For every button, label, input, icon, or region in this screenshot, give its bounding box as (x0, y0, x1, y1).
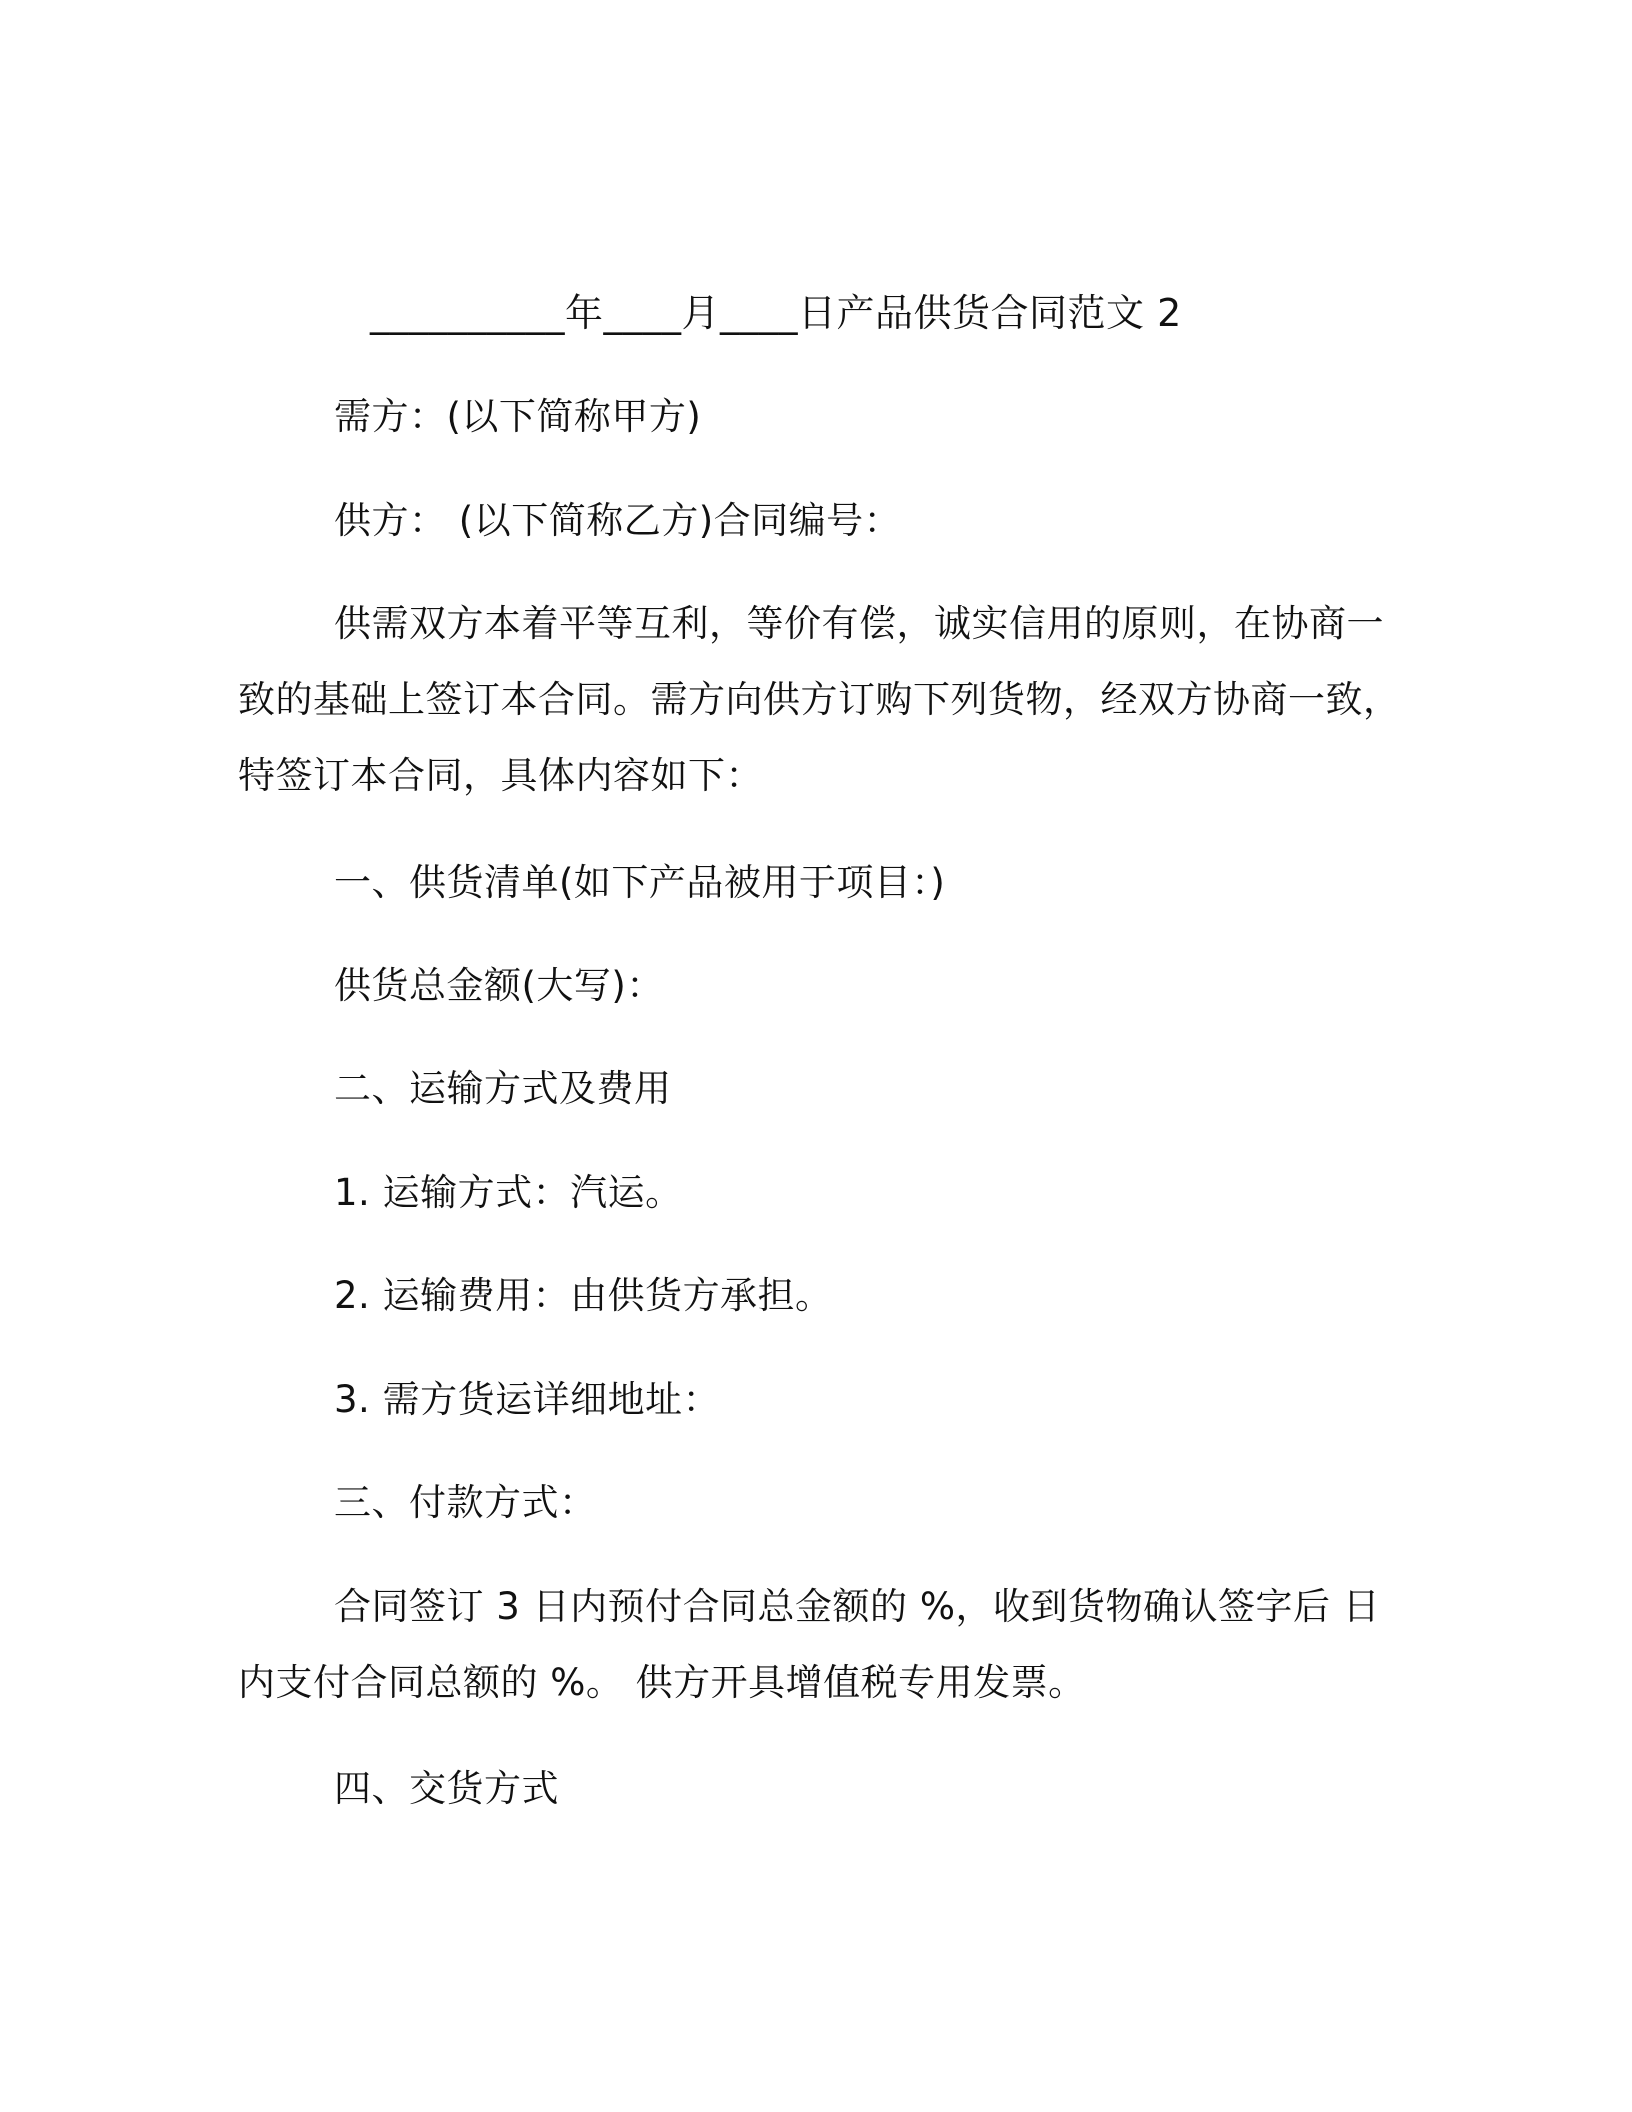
transport-cost-line: 2. 运输费用：由供货方承担。 (334, 1274, 833, 1317)
section-heading-transport: 二、运输方式及费用 (334, 1067, 672, 1110)
delivery-address-line: 3. 需方货运详细地址： (334, 1378, 721, 1421)
intro-paragraph-line-1: 供需双方本着平等互利，等价有偿，诚实信用的原则，在协商一 (334, 602, 1384, 645)
section-heading-delivery: 四、交货方式 (334, 1767, 559, 1810)
section-heading-payment: 三、付款方式： (334, 1481, 597, 1524)
supplier-line: 供方： (以下简称乙方)合同编号： (334, 499, 902, 542)
intro-paragraph-line-2: 致的基础上签订本合同。需方向供方订购下列货物，经双方协商一致， (238, 678, 1401, 721)
total-amount-line: 供货总金额(大写)： (334, 964, 664, 1007)
section-heading-supply-list: 一、供货清单(如下产品被用于项目：) (334, 861, 946, 904)
document-title: __________年____月____日产品供货合同范文 2 (370, 291, 1182, 335)
intro-paragraph-line-3: 特签订本合同，具体内容如下： (238, 754, 763, 797)
payment-paragraph-line-2: 内支付合同总额的 %。 供方开具增值税专用发票。 (238, 1661, 1086, 1704)
buyer-line: 需方：(以下简称甲方) (334, 395, 702, 438)
transport-method-line: 1. 运输方式：汽运。 (334, 1171, 683, 1214)
payment-paragraph-line-1: 合同签订 3 日内预付合同总金额的 %，收到货物确认签字后 日 (334, 1585, 1381, 1628)
